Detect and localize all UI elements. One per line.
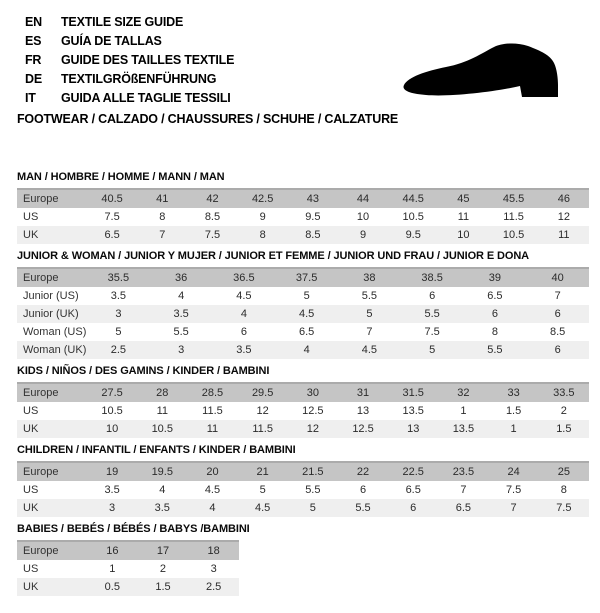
size-cell: 3 <box>115 308 122 320</box>
size-cell: 7 <box>460 484 467 496</box>
size-cell: 12.5 <box>302 405 324 417</box>
row-label: Europe <box>23 387 59 399</box>
size-cell: 10 <box>457 229 470 241</box>
size-cell: 4.5 <box>204 484 221 496</box>
table-row <box>17 383 589 402</box>
size-cell: 13.5 <box>452 423 475 435</box>
size-cell: 6.5 <box>455 502 472 514</box>
size-cell: 13 <box>407 423 420 435</box>
size-cell: 12.5 <box>352 423 374 435</box>
size-cell: 6 <box>359 484 367 496</box>
size-cell: 4 <box>209 502 216 514</box>
size-cell: 16 <box>106 545 119 557</box>
size-tables <box>17 171 589 596</box>
size-cell: 7 <box>366 326 373 338</box>
size-cell: 1.5 <box>556 423 572 435</box>
table-row <box>17 189 589 208</box>
row-label: Europe <box>23 466 59 478</box>
row-label: Junior (US) <box>23 290 79 302</box>
size-table <box>17 540 239 596</box>
size-cell: 2.5 <box>206 581 222 593</box>
size-cell: 5.5 <box>173 326 189 338</box>
size-cell: 7.5 <box>505 484 522 496</box>
size-cell: 9.5 <box>405 229 421 241</box>
size-cell: 39 <box>488 272 501 284</box>
size-cell: 33.5 <box>553 387 575 399</box>
size-cell: 17 <box>156 545 170 557</box>
size-cell: 11 <box>457 211 470 223</box>
size-cell: 0.5 <box>104 581 120 593</box>
size-cell: 30 <box>306 387 319 399</box>
row-label: Europe <box>23 545 59 557</box>
size-cell: 8 <box>560 484 567 496</box>
size-cell: 10.5 <box>151 423 173 435</box>
size-cell: 5 <box>309 502 316 514</box>
size-cell: 40 <box>551 272 564 284</box>
size-cell: 12 <box>306 423 319 435</box>
size-table <box>17 188 589 244</box>
row-label: US <box>23 211 39 223</box>
table-row <box>17 268 589 287</box>
size-cell: 5.5 <box>361 290 378 302</box>
size-cell: 6 <box>554 308 561 320</box>
table-row <box>17 341 589 359</box>
size-cell: 4 <box>240 308 247 320</box>
row-label: UK <box>23 502 39 514</box>
size-cell: 5 <box>259 484 266 496</box>
table-row <box>17 499 589 517</box>
row-label: Woman (UK) <box>23 344 87 356</box>
table-title: MAN / HOMBRE / HOMME / MANN / MAN <box>17 171 225 183</box>
size-cell: 8.5 <box>549 326 566 338</box>
size-cell: 40.5 <box>101 193 123 205</box>
size-cell: 21 <box>256 466 269 478</box>
size-cell: 6 <box>554 344 561 356</box>
size-cell: 8 <box>491 326 498 338</box>
size-cell: 5 <box>366 308 373 320</box>
size-cell: 4.5 <box>255 502 271 514</box>
size-cell: 5.5 <box>424 308 440 320</box>
size-cell: 32 <box>457 387 470 399</box>
size-cell: 2 <box>159 563 167 575</box>
row-label: Woman (US) <box>23 326 87 338</box>
size-cell: 13.5 <box>402 405 424 417</box>
size-table <box>17 461 589 517</box>
size-cell: 6.5 <box>298 326 315 338</box>
size-cell: 4 <box>159 484 166 496</box>
size-cell: 8.5 <box>305 229 321 241</box>
dress-shoe-silhouette-path <box>404 43 558 97</box>
table-row <box>17 560 239 578</box>
size-cell: 3.5 <box>173 308 189 320</box>
size-cell: 5 <box>303 290 310 302</box>
size-table <box>17 267 589 359</box>
size-cell: 7 <box>510 502 517 514</box>
size-table <box>17 382 589 438</box>
size-cell: 45 <box>457 193 470 205</box>
language-title: GUIDA ALLE TAGLIE TESSILI <box>61 91 231 105</box>
size-cell: 28.5 <box>201 387 224 399</box>
size-cell: 44 <box>356 193 370 205</box>
size-cell: 11 <box>206 423 219 435</box>
table-title: BABIES / BEBÉS / BÉBÉS / BABYS /BAMBINI <box>17 523 250 535</box>
language-code: IT <box>25 91 36 105</box>
size-cell: 2.5 <box>110 344 127 356</box>
size-table-section <box>17 523 589 596</box>
table-row <box>17 305 589 323</box>
size-cell: 6 <box>410 502 417 514</box>
row-label: US <box>23 563 39 575</box>
size-cell: 45.5 <box>502 193 525 205</box>
size-cell: 44.5 <box>402 193 424 205</box>
size-cell: 4.5 <box>298 308 315 320</box>
size-cell: 11.5 <box>252 423 273 435</box>
row-label: Europe <box>23 193 59 205</box>
table-row <box>17 226 589 244</box>
size-cell: 5 <box>115 326 122 338</box>
size-cell: 12 <box>256 405 269 417</box>
size-cell: 42 <box>206 193 219 205</box>
size-cell: 36 <box>175 272 188 284</box>
table-row <box>17 402 589 420</box>
size-cell: 7 <box>554 290 561 302</box>
size-cell: 23.5 <box>452 466 475 478</box>
size-cell: 13 <box>356 405 370 417</box>
size-cell: 1.5 <box>505 405 522 417</box>
size-cell: 3.5 <box>110 290 127 302</box>
size-cell: 8.5 <box>204 211 221 223</box>
table-row <box>17 578 239 596</box>
size-cell: 37.5 <box>295 272 318 284</box>
size-cell: 4.5 <box>236 290 252 302</box>
size-cell: 5.5 <box>355 502 371 514</box>
size-cell: 7.5 <box>424 326 440 338</box>
size-cell: 3.5 <box>236 344 252 356</box>
size-cell: 27.5 <box>101 387 123 399</box>
size-cell: 19.5 <box>151 466 173 478</box>
size-cell: 22 <box>356 466 370 478</box>
size-cell: 19 <box>105 466 119 478</box>
size-cell: 42.5 <box>251 193 274 205</box>
size-cell: 2 <box>560 405 567 417</box>
size-cell: 18 <box>207 545 220 557</box>
size-cell: 9.5 <box>305 211 321 223</box>
size-cell: 11.5 <box>202 405 223 417</box>
size-cell: 31 <box>356 387 370 399</box>
size-cell: 11 <box>558 229 570 241</box>
size-cell: 1 <box>510 423 517 435</box>
language-title: TEXTILE SIZE GUIDE <box>61 15 184 29</box>
size-cell: 5.5 <box>305 484 321 496</box>
size-cell: 8 <box>259 229 266 241</box>
size-cell: 3.5 <box>154 502 170 514</box>
language-code: ES <box>25 34 42 48</box>
size-cell: 21.5 <box>302 466 324 478</box>
row-label: UK <box>23 229 39 241</box>
language-row <box>25 13 589 32</box>
size-cell: 20 <box>206 466 219 478</box>
size-cell: 5.5 <box>487 344 503 356</box>
table-title: JUNIOR & WOMAN / JUNIOR Y MUJER / JUNIOR ET FEMME / JUNIOR UND FRAU / JUNIOR E DONA <box>17 250 530 262</box>
row-label: UK <box>23 423 39 435</box>
row-label: US <box>23 484 39 496</box>
size-cell: 11 <box>156 405 168 417</box>
row-label: UK <box>23 581 39 593</box>
size-cell: 10.5 <box>402 211 424 223</box>
size-cell: 6.5 <box>104 229 120 241</box>
size-cell: 10 <box>356 211 370 223</box>
size-cell: 38.5 <box>421 272 443 284</box>
row-label: US <box>23 405 39 417</box>
size-cell: 11.5 <box>503 211 524 223</box>
size-cell: 6.5 <box>487 290 503 302</box>
size-cell: 6.5 <box>405 484 421 496</box>
table-title: KIDS / NIÑOS / DES GAMINS / KINDER / BAMBINI <box>17 365 270 377</box>
size-cell: 10.5 <box>101 405 123 417</box>
size-cell: 4 <box>178 290 185 302</box>
size-cell: 3 <box>210 563 217 575</box>
size-cell: 38 <box>363 272 376 284</box>
language-code: DE <box>25 72 42 86</box>
table-title: CHILDREN / INFANTIL / ENFANTS / KINDER / BAMBINI <box>17 444 296 456</box>
size-cell: 28 <box>156 387 169 399</box>
size-cell: 3 <box>178 344 185 356</box>
size-cell: 4 <box>303 344 310 356</box>
size-cell: 6 <box>429 290 436 302</box>
size-cell: 7.5 <box>556 502 572 514</box>
size-cell: 33 <box>507 387 520 399</box>
size-table-section <box>17 250 589 359</box>
size-cell: 10.5 <box>502 229 525 241</box>
size-cell: 31.5 <box>402 387 424 399</box>
size-cell: 7 <box>159 229 166 241</box>
size-cell: 35.5 <box>107 272 130 284</box>
size-cell: 1 <box>109 563 116 575</box>
size-cell: 6 <box>491 308 498 320</box>
size-cell: 8 <box>159 211 166 223</box>
size-cell: 7.5 <box>204 229 221 241</box>
size-table-section <box>17 444 589 517</box>
size-cell: 12 <box>557 211 570 223</box>
table-row <box>17 420 589 438</box>
size-cell: 4.5 <box>361 344 378 356</box>
table-row <box>17 323 589 341</box>
language-title: GUIDE DES TAILLES TEXTILE <box>61 53 235 67</box>
row-label: Junior (UK) <box>23 308 79 320</box>
size-cell: 6 <box>240 326 247 338</box>
table-row <box>17 208 589 226</box>
size-cell: 22.5 <box>402 466 424 478</box>
size-table-section <box>17 171 589 244</box>
size-cell: 9 <box>359 229 367 241</box>
table-row <box>17 462 589 481</box>
size-cell: 24 <box>507 466 520 478</box>
size-cell: 5 <box>429 344 436 356</box>
size-cell: 3.5 <box>104 484 120 496</box>
table-row <box>17 481 589 499</box>
table-row <box>17 541 239 560</box>
language-title: GUÍA DE TALLAS <box>61 34 162 48</box>
size-cell: 46 <box>557 193 570 205</box>
dress-shoe-icon <box>398 41 570 105</box>
size-cell: 7.5 <box>104 211 120 223</box>
category-line: FOOTWEAR / CALZADO / CHAUSSURES / SCHUHE / CALZATURE <box>17 112 399 126</box>
table-row <box>17 287 589 305</box>
size-cell: 36.5 <box>233 272 255 284</box>
size-cell: 41 <box>156 193 169 205</box>
size-cell: 25 <box>557 466 570 478</box>
language-title: TEXTILGRÖßENFÜHRUNG <box>61 72 217 86</box>
size-table-section <box>17 365 589 438</box>
language-code: EN <box>25 15 42 29</box>
row-label: Europe <box>23 272 59 284</box>
size-cell: 3 <box>109 502 116 514</box>
size-cell: 1.5 <box>155 581 171 593</box>
language-code: FR <box>25 53 42 67</box>
size-cell: 9 <box>259 211 266 223</box>
size-cell: 1 <box>460 405 467 417</box>
size-cell: 43 <box>306 193 319 205</box>
size-cell: 10 <box>105 423 119 435</box>
size-cell: 29.5 <box>251 387 274 399</box>
